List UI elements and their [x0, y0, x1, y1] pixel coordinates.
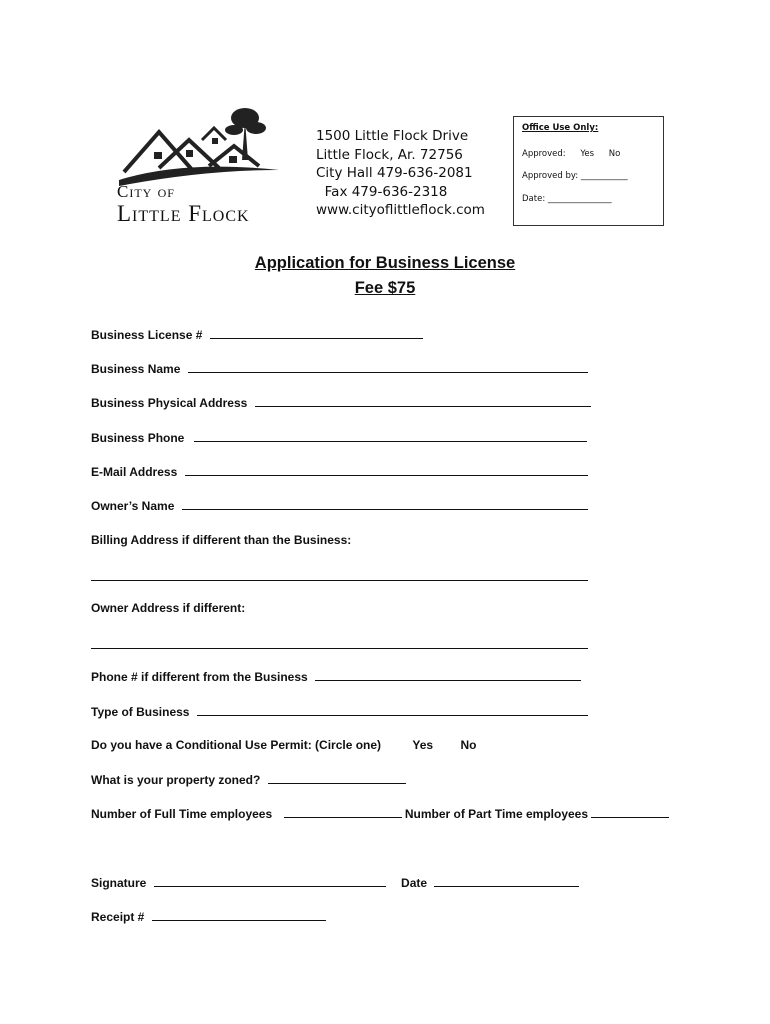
- logo-text-little-flock: Little Flock: [117, 201, 250, 226]
- office-use-box: [513, 116, 664, 226]
- address-phone: City Hall 479-636-2081: [316, 165, 473, 181]
- type-of-business-label: Type of Business: [91, 705, 190, 719]
- address-city: Little Flock, Ar. 72756: [316, 146, 463, 163]
- office-no: No: [608, 149, 621, 159]
- billing-address-label: Billing Address if different than the Business:: [91, 533, 352, 547]
- date-field[interactable]: [434, 875, 579, 887]
- business-license-field[interactable]: [210, 327, 423, 339]
- cup-yes-option[interactable]: Yes: [412, 738, 434, 752]
- property-zoned-field[interactable]: [268, 772, 406, 784]
- office-use-title: Office Use Only:: [522, 123, 599, 133]
- business-name-label: Business Name: [91, 362, 181, 376]
- billing-address-field[interactable]: [91, 568, 588, 581]
- owner-name-field[interactable]: [182, 498, 588, 510]
- row-type-of-business: [91, 704, 588, 719]
- part-time-label: Number of Part Time employees: [404, 807, 589, 821]
- logo-text-city-of: City of: [117, 182, 175, 201]
- owner-address-field[interactable]: [91, 636, 588, 649]
- office-approved-label: Approved:: [522, 149, 566, 159]
- phone-alt-label: Phone # if different from the Business: [91, 670, 308, 684]
- address-street: 1500 Little Flock Drive: [316, 128, 469, 144]
- city-logo: [114, 100, 284, 230]
- receipt-field[interactable]: [152, 909, 326, 921]
- type-of-business-field[interactable]: [197, 704, 588, 716]
- cup-no-option[interactable]: No: [460, 738, 477, 752]
- part-time-field[interactable]: [591, 806, 669, 818]
- email-label: E-Mail Address: [91, 465, 178, 479]
- row-business-physical-address: [91, 395, 591, 410]
- city-address-block: [316, 127, 485, 220]
- row-business-license: [91, 327, 423, 342]
- row-business-name: [91, 361, 588, 376]
- business-phone-label: Business Phone: [91, 431, 185, 445]
- form-fee: Fee $75: [354, 279, 416, 297]
- property-zoned-label: What is your property zoned?: [91, 773, 261, 787]
- office-approved-by: Approved by: ___________: [522, 171, 628, 181]
- row-employees: [91, 806, 669, 821]
- row-property-zoned: [91, 772, 406, 787]
- business-phone-field[interactable]: [194, 430, 587, 442]
- office-date: Date: _______________: [522, 194, 612, 204]
- physical-address-field[interactable]: [255, 395, 591, 407]
- business-license-label: Business License #: [91, 328, 203, 342]
- owner-name-label: Owner’s Name: [91, 499, 175, 513]
- business-name-field[interactable]: [188, 361, 588, 373]
- row-business-phone: [91, 430, 587, 445]
- row-phone-alt: [91, 669, 581, 684]
- row-owner-name: [91, 498, 588, 513]
- office-approved-row: [522, 149, 620, 159]
- form-title: Application for Business License: [254, 254, 516, 272]
- phone-alt-field[interactable]: [315, 669, 581, 681]
- receipt-label: Receipt #: [91, 910, 145, 924]
- row-conditional-use-permit: [91, 738, 476, 752]
- email-field[interactable]: [185, 464, 588, 476]
- row-receipt: [91, 909, 326, 924]
- row-email: [91, 464, 588, 479]
- full-time-field[interactable]: [284, 806, 402, 818]
- office-yes: Yes: [580, 149, 595, 159]
- cup-label: Do you have a Conditional Use Permit: (Circle one): [91, 738, 382, 752]
- signature-field[interactable]: [154, 875, 386, 887]
- owner-address-label: Owner Address if different:: [91, 601, 246, 615]
- address-website: www.cityoflittleflock.com: [316, 202, 485, 218]
- houses-logo-icon: [114, 100, 284, 190]
- signature-label: Signature: [91, 876, 147, 890]
- date-label: Date: [401, 876, 428, 890]
- row-signature: [91, 875, 579, 890]
- physical-address-label: Business Physical Address: [91, 396, 248, 410]
- address-fax: Fax 479-636-2318: [324, 183, 448, 200]
- full-time-label: Number of Full Time employees: [91, 807, 273, 821]
